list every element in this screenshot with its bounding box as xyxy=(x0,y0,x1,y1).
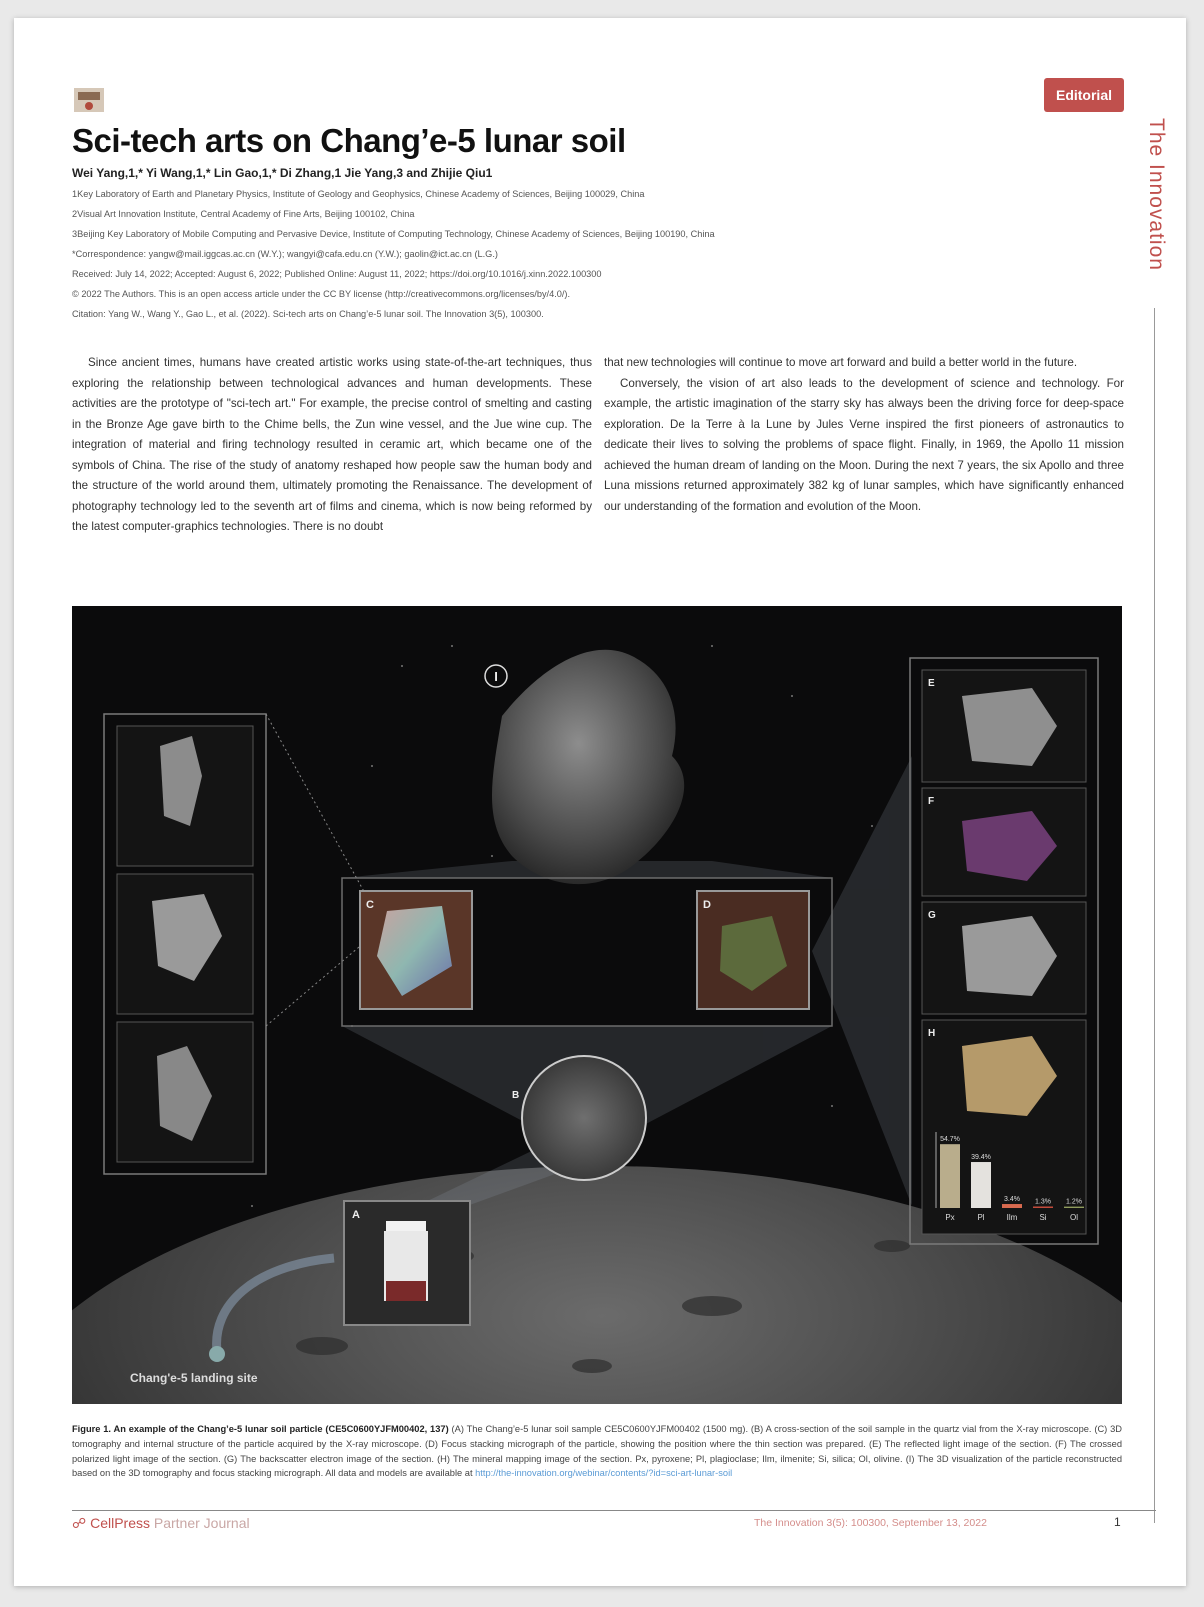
bar-category-label: Ol xyxy=(1070,1213,1078,1222)
bar-Si xyxy=(1033,1206,1053,1208)
panel-label: H xyxy=(928,1028,936,1039)
license: © 2022 The Authors. This is an open access article under the CC BY license (http://creativecommons.org/licenses/by/4.0/). xyxy=(72,289,571,299)
bar-value-label: 1.2% xyxy=(1066,1198,1082,1206)
body-paragraph: Since ancient times, humans have created artistic works using state-of-the-art techniques, thus exploring the relationship between technological advances and human developments. These activities are the prototype of "sci-tech art." For example, the precise control of smelting and casting in the Bronze Age gave birth to the Chime bells, the Zun wine vessel, and the Jue wine cup. The integration of material and firing technology resulted in ceramic art, which became one of the symbols of China. The rise of the study of anatomy reshaped how people saw the human body and the structure of the world around them, ultimately promoting the Renaissance. The development of photography technology led to the seventh art of films and cinema, which is now being reformed by the latest computer-graphics technologies. There is no doubt xyxy=(72,356,592,533)
caption-label: Figure 1. An example of the Chang’e-5 lunar soil particle (CE5C0600YJFM00402, 137) xyxy=(72,1424,449,1434)
author-list: Wei Yang,1,* Yi Wang,1,* Lin Gao,1,* Di Zhang,1 Jie Yang,3 and Zhijie Qiu1 xyxy=(72,166,493,180)
publisher-name: CellPress xyxy=(90,1515,150,1531)
panel-label: D xyxy=(703,899,711,911)
side-rule xyxy=(1154,308,1155,1523)
article-page xyxy=(14,18,1186,1586)
bar-category-label: Ilm xyxy=(1006,1213,1018,1222)
panel-label: B xyxy=(512,1090,520,1101)
panel-b xyxy=(522,1056,646,1180)
body-column-right xyxy=(604,353,1124,517)
bar-Pl xyxy=(971,1162,991,1208)
correspondence: *Correspondence: yangw@mail.iggcas.ac.cn (W.Y.); wangyi@cafa.edu.cn (Y.W.); gaolin@ict.ac.cn (L.G.) xyxy=(72,249,498,259)
bar-value-label: 1.3% xyxy=(1035,1198,1051,1206)
page-number: 1 xyxy=(1114,1515,1121,1529)
footer-issue: The Innovation 3(5): 100300, September 13, 2022 xyxy=(754,1517,987,1529)
bar-category-label: Si xyxy=(1039,1213,1047,1222)
bar-category-label: Px xyxy=(945,1213,955,1222)
bar-Ol xyxy=(1064,1207,1084,1208)
panel-label: G xyxy=(928,910,936,921)
cellpress-logo-icon: ☍ xyxy=(72,1515,87,1531)
panel-label: A xyxy=(352,1209,360,1221)
body-paragraph: that new technologies will continue to move art forward and build a better world in the future. xyxy=(604,356,1078,369)
landing-site-label: Chang'e-5 landing site xyxy=(130,1371,258,1385)
bar-value-label: 3.4% xyxy=(1004,1196,1020,1204)
panel-label: F xyxy=(928,796,935,807)
affiliation-1: 1Key Laboratory of Earth and Planetary Physics, Institute of Geology and Geophysics, Chinese Academy of Sciences, Beijing 100029, China xyxy=(72,189,645,199)
particle-3d-render xyxy=(492,650,684,884)
figure-caption xyxy=(72,1422,1122,1481)
figure-1 xyxy=(72,606,1122,1404)
journal-logo-icon xyxy=(72,82,106,116)
landing-site-marker-icon xyxy=(209,1346,225,1362)
bar-value-label: 39.4% xyxy=(971,1154,991,1162)
caption-text: (A) The Chang’e-5 lunar soil sample CE5C0600YJFM00402 (1500 mg). (B) A cross-section of the soil sample in the quartz vial from the X-ray microscope. (C) 3D tomography and internal structure of the particle acquired by the X-ray microscope. (D) Focus stacking micrograph of the particle, showing the position where the thin section was prepared. (E) The reflected light image of the section. (F) The crossed polarized light image of the section. (G) The backscatter electron image of the section. (H) The mineral mapping image of the section. Px, pyroxene; Pl, plagioclase; Ilm, ilmenite; Si, silica; Ol, olivine. (I) The 3D visualization of the particle reconstructed based on the 3D tomography and focus stacking micrograph. All data and models are available at xyxy=(72,1424,1122,1479)
figure-artwork xyxy=(72,606,1122,1404)
caption-data-link[interactable]: http://the-innovation.org/webinar/contents/?id=sci-art-lunar-soil xyxy=(475,1468,733,1479)
panel-label: C xyxy=(366,899,374,911)
footer-rule xyxy=(72,1510,1156,1511)
article-title: Sci-tech arts on Chang’e-5 lunar soil xyxy=(72,122,626,159)
bar-category-label: Pl xyxy=(977,1213,985,1222)
affiliation-3: 3Beijing Key Laboratory of Mobile Computing and Pervasive Device, Institute of Computing Technology, Chinese Academy of Sciences, Beijing 100190, China xyxy=(72,229,715,239)
journal-name-vertical: The Innovation xyxy=(1145,118,1168,271)
bar-Ilm xyxy=(1002,1204,1022,1208)
partner-journal-label: Partner Journal xyxy=(153,1515,250,1531)
affiliation-2: 2Visual Art Innovation Institute, Central Academy of Fine Arts, Beijing 100102, China xyxy=(72,209,415,219)
panel-label: I xyxy=(494,669,498,684)
footer-publisher xyxy=(72,1515,250,1532)
dates-doi: Received: July 14, 2022; Accepted: August 6, 2022; Published Online: August 11, 2022; https://doi.org/10.1016/j.xinn.2022.100300 xyxy=(72,269,602,279)
body-column-left xyxy=(72,353,592,538)
bar-value-label: 54.7% xyxy=(940,1136,960,1144)
body-paragraph: Conversely, the vision of art also leads to the development of science and technology. For example, the artistic imagination of the starry sky has always been the driving force for deep-space exploration. De la Terre à la Lune by Jules Verne inspired the first pioneers of astronautics to dedicate their lives to solving the problems of space flight. Finally, in 1969, the Apollo 11 mission achieved the human dream of landing on the Moon. During the next 7 years, the six Apollo and three Luna missions returned approximately 382 kg of lunar samples, which have significantly enhanced our understanding of the formation and evolution of the Moon. xyxy=(604,376,1124,513)
bar-Px xyxy=(940,1144,960,1208)
panel-label: E xyxy=(928,678,935,689)
citation: Citation: Yang W., Wang Y., Gao L., et al. (2022). Sci-tech arts on Chang’e-5 lunar soil. The Innovation 3(5), 100300. xyxy=(72,309,544,319)
article-type-badge: Editorial xyxy=(1044,78,1124,112)
